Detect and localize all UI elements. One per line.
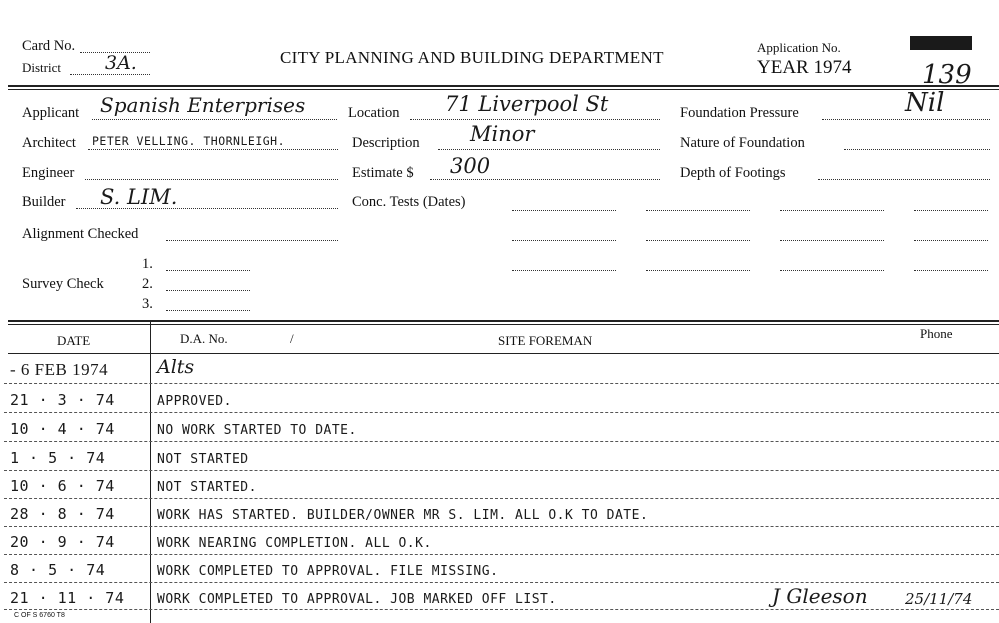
log-row-line (4, 582, 999, 583)
builder-value: S. LIM. (100, 185, 178, 209)
log-row-date: 28 · 8 · 74 (10, 505, 115, 523)
log-row-line (4, 526, 999, 527)
log-row-date: 10 · 6 · 74 (10, 477, 115, 495)
log-row-date: 21 · 11 · 74 (10, 589, 125, 607)
conc-line-1a (512, 210, 616, 211)
conc-line-1c (780, 210, 884, 211)
log-top-rule-thin (8, 324, 999, 325)
description-line (438, 149, 660, 150)
description-label: Description (352, 135, 420, 151)
estimate-label: Estimate $ (352, 165, 414, 181)
survey-line-3 (166, 310, 250, 311)
location-label: Location (348, 105, 400, 121)
depth-footings-label: Depth of Footings (680, 165, 786, 181)
header-divider (8, 85, 999, 87)
alignment-label: Alignment Checked (22, 226, 139, 242)
foundation-pressure-line (822, 119, 990, 120)
application-no-label: Application No. (757, 40, 841, 55)
da-header: D.A. No. (180, 331, 228, 346)
phone-header: Phone (920, 326, 953, 341)
date-header: DATE (57, 333, 91, 348)
log-row-date: 8 · 5 · 74 (10, 561, 106, 579)
year-label: YEAR 1974 (757, 57, 852, 78)
survey-line-2 (166, 290, 250, 291)
conc-line-3c (780, 270, 884, 271)
conc-line-2a (512, 240, 616, 241)
architect-value: PETER VELLING. THORNLEIGH. (92, 134, 286, 148)
conc-line-2c (780, 240, 884, 241)
architect-label: Architect (22, 135, 76, 151)
builder-label: Builder (22, 194, 66, 210)
alignment-line (166, 240, 338, 241)
survey-line-1 (166, 270, 250, 271)
survey-item-2: 2. (142, 276, 153, 292)
applicant-value: Spanish Enterprises (100, 93, 306, 117)
engineer-label: Engineer (22, 165, 75, 181)
form-code: C OF S 6760 T8 (14, 612, 65, 619)
conc-line-3a (512, 270, 616, 271)
log-row-entry: Alts (157, 356, 195, 378)
log-row-date: - 6 FEB 1974 (10, 360, 109, 379)
survey-label: Survey Check (22, 276, 104, 292)
conc-line-1b (646, 210, 750, 211)
depth-footings-line (818, 179, 990, 180)
foreman-signature: J Gleeson (772, 584, 868, 608)
log-row-entry: WORK NEARING COMPLETION. ALL O.K. (157, 536, 432, 551)
slash-header: / (290, 331, 294, 346)
log-row-entry: NOT STARTED (157, 452, 249, 467)
conc-line-2d (914, 240, 988, 241)
estimate-line (430, 179, 660, 180)
district-label: District (22, 60, 61, 75)
description-value: Minor (470, 122, 535, 146)
applicant-line (92, 119, 337, 120)
estimate-value: 300 (450, 154, 491, 178)
header-divider-thin (8, 89, 999, 90)
redaction-mark (910, 36, 972, 50)
log-header-rule (8, 353, 999, 354)
log-row-line (4, 554, 999, 555)
architect-line (88, 149, 338, 150)
log-row-date: 1 · 5 · 74 (10, 449, 106, 467)
signature-date: 25/11/74 (905, 590, 973, 608)
engineer-line (85, 179, 338, 180)
survey-item-3: 3. (142, 296, 153, 312)
log-row-entry: NO WORK STARTED TO DATE. (157, 423, 357, 438)
log-row-entry: NOT STARTED. (157, 480, 257, 495)
nature-foundation-line (844, 149, 990, 150)
applicant-label: Applicant (22, 105, 80, 121)
log-row-date: 21 · 3 · 74 (10, 391, 115, 409)
nature-foundation-label: Nature of Foundation (680, 135, 805, 151)
conc-line-3b (646, 270, 750, 271)
log-row-entry: WORK HAS STARTED. BUILDER/OWNER MR S. LIM. ALL O.K TO DATE. (157, 508, 649, 523)
log-row-entry: WORK COMPLETED TO APPROVAL. JOB MARKED OFF LIST. (157, 592, 557, 607)
conc-tests-label: Conc. Tests (Dates) (352, 194, 466, 210)
log-row-line (4, 609, 999, 610)
log-row-date: 10 · 4 · 74 (10, 420, 115, 438)
log-row-line (4, 470, 999, 471)
location-value: 71 Liverpool St (445, 92, 609, 116)
log-row-entry: WORK COMPLETED TO APPROVAL. FILE MISSING. (157, 564, 499, 579)
log-row-date: 20 · 9 · 74 (10, 533, 115, 551)
department-title: CITY PLANNING AND BUILDING DEPARTMENT (280, 48, 664, 67)
foundation-pressure-value: Nil (905, 88, 945, 118)
conc-line-3d (914, 270, 988, 271)
log-top-rule (8, 320, 999, 322)
date-column-divider (150, 322, 151, 623)
location-line (410, 119, 660, 120)
log-row-line (4, 412, 999, 413)
application-no-value: 139 (922, 60, 972, 90)
district-value: 3A. (105, 52, 137, 74)
log-row-entry: APPROVED. (157, 394, 232, 409)
log-row-line (4, 441, 999, 442)
foundation-pressure-label: Foundation Pressure (680, 105, 799, 121)
conc-line-1d (914, 210, 988, 211)
log-row-line (4, 498, 999, 499)
conc-line-2b (646, 240, 750, 241)
card-no-label: Card No. (22, 38, 76, 54)
district-line (70, 74, 150, 75)
survey-item-1: 1. (142, 256, 153, 272)
site-foreman-header: SITE FOREMAN (498, 333, 593, 348)
log-row-line (4, 383, 999, 384)
